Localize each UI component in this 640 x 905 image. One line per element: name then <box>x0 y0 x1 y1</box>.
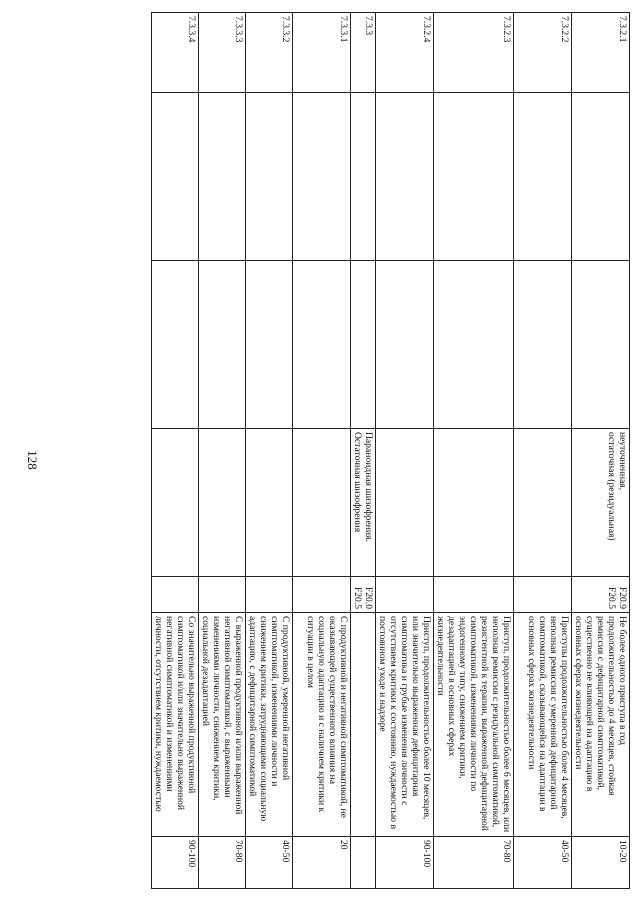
score-value: 10-20 <box>617 840 628 863</box>
row-id-cell <box>572 13 630 93</box>
diagnosis-name-cell <box>572 429 630 577</box>
row-id-cell <box>293 13 351 93</box>
row-id-cell <box>434 13 514 93</box>
table-body <box>152 13 630 889</box>
icd-code-cell <box>514 577 572 613</box>
row-id: 7.3.2.2 <box>559 16 570 43</box>
score-value: 90-100 <box>421 840 432 868</box>
description-cell <box>199 613 246 837</box>
rotated-table-wrapper <box>84 12 630 888</box>
page-number: 128 <box>25 450 40 470</box>
empty-cell <box>376 261 434 429</box>
empty-cell <box>293 93 351 261</box>
diagnosis-name-cell <box>293 429 351 577</box>
score-cell <box>376 837 434 889</box>
score-value: 20 <box>338 840 349 850</box>
diagnosis-name-cell <box>434 429 514 577</box>
row-id: 7.3.3 <box>363 16 374 36</box>
description-cell <box>351 613 376 837</box>
icd-code-cell <box>572 577 630 613</box>
empty-cell <box>434 261 514 429</box>
table-row <box>351 13 376 889</box>
description-cell <box>376 613 434 837</box>
icd-code: F20.5 <box>352 586 363 609</box>
diagnosis-name-cell <box>376 429 434 577</box>
diagnosis-name-cell <box>152 429 199 577</box>
icd-code-cell <box>293 577 351 613</box>
empty-cell <box>152 261 199 429</box>
empty-cell <box>434 93 514 261</box>
description-text: С продуктивной, умеренной негативной симптоматикой, изменениями личности и снижением критики, затрудняющими социальную адаптацию, с дефицитарной симптоматикой <box>247 616 291 822</box>
score-cell <box>514 837 572 889</box>
description-text: Приступ, продолжительностью более 10 месяцев, или значительно выраженная дефицитарная симптоматика и грубые изменения личности с отсутствием критики к состоянию, нуждаемостью в постоянном уходе и надзоре <box>377 616 432 829</box>
row-id-cell <box>376 13 434 93</box>
table-row <box>376 13 434 889</box>
icd-code-cell <box>376 577 434 613</box>
empty-cell <box>199 93 246 261</box>
table-row <box>152 13 199 889</box>
row-id: 7.3.3.2 <box>280 16 291 43</box>
table-row <box>293 13 351 889</box>
score-value: 40-50 <box>280 840 291 863</box>
description-cell <box>572 613 630 837</box>
score-cell <box>199 837 246 889</box>
description-text: Приступ, продолжительностью более 6 месяцев, или неполная ремиссия с резидуальной симптоматикой, резистентной к терапии, выраженной дефицитарной симптоматикой, изменениями личности по эндогенному типу, снижением критики, дезадаптацией в основных сферах жизнедеятельности <box>435 616 512 833</box>
empty-cell <box>514 93 572 261</box>
empty-cell <box>293 261 351 429</box>
icd-code-cell <box>246 577 293 613</box>
empty-cell <box>572 261 630 429</box>
diagnosis-name-cell <box>514 429 572 577</box>
table-row <box>572 13 630 889</box>
score-value: 70-80 <box>233 840 244 863</box>
score-value: 90-100 <box>186 840 197 868</box>
row-id-cell <box>514 13 572 93</box>
row-id: 7.3.3.1 <box>338 16 349 43</box>
description-text: С продуктивной и негативной симптоматикой, не оказывающей существенного влияния на социальную адаптацию и с наличием критики к ситуации в целом <box>305 616 349 818</box>
empty-cell <box>152 93 199 261</box>
description-text: Не более одного приступа в год продолжительностью до 4 месяцев, стойкая ремиссия с дефицитарной симптоматикой, существенно не влияющей на адаптацию в основных сферах жизнедеятельности <box>573 616 628 796</box>
row-id-cell <box>246 13 293 93</box>
description-cell <box>293 613 351 837</box>
empty-cell <box>246 261 293 429</box>
diagnosis-name-cell <box>351 429 376 577</box>
score-cell <box>246 837 293 889</box>
empty-cell <box>514 261 572 429</box>
empty-cell <box>351 93 376 261</box>
table-row <box>514 13 572 889</box>
diagnosis-name-line: Остаточная шизофрения <box>352 432 363 533</box>
row-id-cell <box>152 13 199 93</box>
empty-cell <box>199 261 246 429</box>
description-text: Со значительно выраженной продуктивной симптоматикой и/или значительно выраженной негативной симптоматикой и изменениями личности, отсутствием критики, нуждаемостью <box>153 616 197 812</box>
criteria-table <box>151 12 630 889</box>
row-id: 7.3.2.4 <box>421 16 432 43</box>
score-cell <box>434 837 514 889</box>
description-cell <box>152 613 199 837</box>
icd-code: F20.5 <box>606 586 617 609</box>
icd-code: F20.0 <box>363 586 374 609</box>
description-cell <box>246 613 293 837</box>
row-id: 7.3.3.4 <box>186 16 197 43</box>
empty-cell <box>376 93 434 261</box>
description-text: Приступы продолжительностью более 4 месяцев, неполная ремиссия с умеренной дефицитарной симптоматикой, сказывающейся на адаптации в основных сферах жизнедеятельности <box>526 616 570 819</box>
row-id: 7.3.2.1 <box>617 16 628 43</box>
description-text: С выраженной продуктивной и/или выраженной негативной симптоматикой, с выраженными изменениями личности, снижением критики, социальной дезадаптацией <box>200 616 244 815</box>
score-cell <box>351 837 376 889</box>
diagnosis-name-line: остаточная (резидуальная) <box>606 432 617 541</box>
diagnosis-name-line: неуточненная, <box>617 432 628 491</box>
icd-code-cell <box>152 577 199 613</box>
score-cell <box>572 837 630 889</box>
row-id: 7.3.2.3 <box>501 16 512 43</box>
icd-code-cell <box>434 577 514 613</box>
row-id: 7.3.3.3 <box>233 16 244 43</box>
table-row <box>434 13 514 889</box>
row-id-cell <box>199 13 246 93</box>
icd-code: F20.9 <box>617 586 628 609</box>
diagnosis-name-cell <box>199 429 246 577</box>
diagnosis-name-line: Параноидная шизофрения. <box>363 432 374 542</box>
description-cell <box>514 613 572 837</box>
score-value: 70-80 <box>501 840 512 863</box>
table-row <box>199 13 246 889</box>
icd-code-cell <box>199 577 246 613</box>
empty-cell <box>246 93 293 261</box>
empty-cell <box>351 261 376 429</box>
table-row <box>246 13 293 889</box>
diagnosis-name-cell <box>246 429 293 577</box>
score-value: 40-50 <box>559 840 570 863</box>
score-cell <box>152 837 199 889</box>
empty-cell <box>572 93 630 261</box>
row-id-cell <box>351 13 376 93</box>
description-cell <box>434 613 514 837</box>
icd-code-cell <box>351 577 376 613</box>
score-cell <box>293 837 351 889</box>
